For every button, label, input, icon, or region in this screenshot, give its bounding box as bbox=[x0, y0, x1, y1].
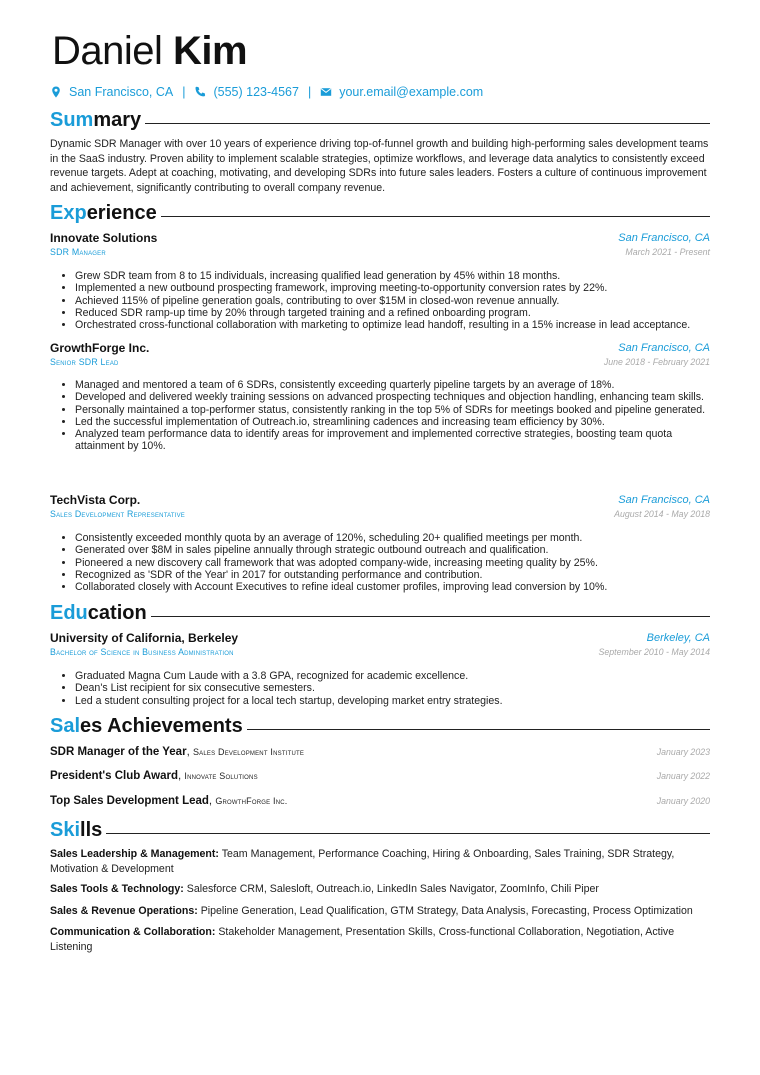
education-dates: September 2010 - May 2014 bbox=[598, 647, 710, 657]
achievement-title: SDR Manager of the Year bbox=[50, 746, 187, 758]
company-name: GrowthForge Inc. bbox=[50, 341, 150, 355]
job-entry-header bbox=[50, 493, 710, 521]
list-item: • Developed and delivered weekly training sessions on advanced prospecting techniques and objection handling, enhancing team skills. bbox=[75, 391, 721, 403]
last-name: Kim bbox=[173, 29, 248, 73]
section-rule bbox=[151, 616, 710, 617]
list-item: • Personally maintained a top-performer status, consistently ranking in the top 5% of SDRs for meetings booked and pipeline generated. bbox=[75, 404, 721, 416]
list-item: • Achieved 115% of pipeline generation goals, contributing to over $15M in closed-won revenue annually. bbox=[75, 295, 721, 307]
achievement-title: Top Sales Development Lead bbox=[50, 795, 209, 807]
location-text: San Francisco, CA bbox=[69, 85, 174, 99]
skill-label: Sales & Revenue Operations: bbox=[50, 905, 198, 917]
achievement-date: January 2023 bbox=[656, 747, 710, 757]
list-item: • Reduced SDR ramp-up time by 20% through targeted training and a refined onboarding program. bbox=[75, 307, 721, 319]
list-item: • Orchestrated cross-functional collaboration with marketing to optimize lead handoff, resulting in a 15% increase in lead acceptance. bbox=[75, 319, 721, 331]
list-item: • Led a student consulting project for a local tech startup, developing market entry strategies. bbox=[75, 695, 721, 707]
experience-heading bbox=[50, 201, 710, 225]
school-location: Berkeley, CA bbox=[646, 632, 710, 644]
skill-group bbox=[50, 904, 710, 919]
list-item: • Recognized as 'SDR of the Year' in 2017 for outstanding performance and contribution. bbox=[75, 569, 721, 581]
experience-title: Experience bbox=[50, 202, 157, 224]
skill-group bbox=[50, 925, 710, 954]
skill-values: Pipeline Generation, Lead Qualification, GTM Strategy, Data Analysis, Forecasting, Process Optimization bbox=[197, 905, 693, 917]
email-link: your.email@example.com bbox=[339, 85, 484, 99]
skill-label: Sales Tools & Technology: bbox=[50, 883, 184, 895]
job-role: SDR Manager bbox=[50, 247, 106, 257]
candidate-name bbox=[52, 28, 247, 74]
skill-values: Team Management, Performance Coaching, Hiring & Onboarding, Sales Training, SDR Strategy, Motivation & Development bbox=[50, 848, 675, 875]
contact-separator: | bbox=[182, 85, 186, 99]
list-item: • Managed and mentored a team of 6 SDRs, consistently exceeding quarterly pipeline targets by an average of 18%. bbox=[75, 379, 721, 391]
list-item: • Led the successful implementation of Outreach.io, streamlining cadences and increasing team efficiency by 30%. bbox=[75, 416, 721, 428]
list-item: • Pioneered a new discovery call framework that was adopted company-wide, increasing meeting quality by 25%. bbox=[75, 557, 721, 569]
first-name: Daniel bbox=[52, 29, 163, 73]
skills-title: Skills bbox=[50, 819, 103, 841]
job-entry-header bbox=[50, 231, 710, 259]
section-rule bbox=[145, 123, 710, 124]
contact-line bbox=[50, 85, 483, 99]
job-dates: March 2021 - Present bbox=[625, 247, 710, 257]
job-bullets bbox=[64, 270, 721, 331]
education-bullets bbox=[64, 670, 721, 707]
education-title: Education bbox=[50, 602, 147, 624]
skill-group bbox=[50, 882, 710, 897]
company-name: Innovate Solutions bbox=[50, 231, 158, 245]
list-item: • Collaborated closely with Account Executives to refine ideal customer profiles, improving lead conversion by 10%. bbox=[75, 581, 721, 593]
achievement-date: January 2022 bbox=[656, 771, 710, 781]
achievement-org: Innovate Solutions bbox=[184, 771, 258, 781]
education-heading bbox=[50, 601, 710, 625]
job-dates: June 2018 - February 2021 bbox=[603, 357, 710, 367]
achievement-item: SDR Manager of the Year, Sales Development Institute January 2023 bbox=[50, 746, 710, 758]
job-location: San Francisco, CA bbox=[618, 232, 710, 244]
list-item: • Implemented a new outbound prospecting framework, improving meeting-to-opportunity conversion rates by 22%. bbox=[75, 282, 721, 294]
summary-title: Summary bbox=[50, 109, 142, 131]
job-bullets bbox=[64, 532, 721, 593]
achievement-item: Top Sales Development Lead, GrowthForge Inc. January 2020 bbox=[50, 795, 710, 807]
education-entry-header bbox=[50, 631, 710, 659]
skill-values: Stakeholder Management, Presentation Skills, Cross-functional Collaboration, Negotiation, Active Listening bbox=[50, 926, 675, 953]
list-item: • Generated over $8M in sales pipeline annually through strategic outbound outreach and qualification. bbox=[75, 544, 721, 556]
skill-group bbox=[50, 847, 710, 876]
achievement-org: GrowthForge Inc. bbox=[215, 796, 288, 806]
company-name: TechVista Corp. bbox=[50, 493, 141, 507]
skill-label: Sales Leadership & Management: bbox=[50, 848, 219, 860]
achievement-org: Sales Development Institute bbox=[192, 747, 305, 757]
summary-heading bbox=[50, 108, 710, 132]
job-location: San Francisco, CA bbox=[618, 342, 710, 354]
skills-heading bbox=[50, 818, 710, 842]
phone-icon bbox=[194, 86, 206, 98]
list-item: • Grew SDR team from 8 to 15 individuals, increasing qualified lead generation by 45% within 18 months. bbox=[75, 270, 721, 282]
list-item: • Dean's List recipient for six consecutive semesters. bbox=[75, 682, 721, 694]
contact-separator: | bbox=[307, 85, 312, 99]
contact-phone[interactable] bbox=[194, 85, 298, 99]
list-item: • Analyzed team performance data to identify areas for improvement and implemented corrective strategies, boosting team quota attainment by 10%. bbox=[75, 428, 721, 453]
job-role: Senior SDR Lead bbox=[50, 357, 119, 367]
contact-email[interactable] bbox=[320, 85, 483, 99]
section-rule bbox=[161, 216, 710, 217]
section-rule bbox=[247, 729, 710, 730]
phone-text: (555) 123-4567 bbox=[213, 85, 299, 99]
job-dates: August 2014 - May 2018 bbox=[614, 509, 710, 519]
envelope-icon bbox=[320, 86, 332, 98]
achievements-heading bbox=[50, 714, 710, 738]
job-entry-header bbox=[50, 341, 710, 369]
degree: Bachelor of Science in Business Administration bbox=[50, 647, 234, 657]
skill-label: Communication & Collaboration: bbox=[50, 926, 216, 938]
list-item: • Graduated Magna Cum Laude with a 3.8 GPA, recognized for academic excellence. bbox=[75, 670, 721, 682]
achievement-title: President's Club Award bbox=[50, 770, 178, 782]
job-location: San Francisco, CA bbox=[618, 494, 710, 506]
map-pin-icon bbox=[50, 86, 62, 98]
list-item: • Consistently exceeded monthly quota by an average of 120%, scheduling 20+ qualified meetings per month. bbox=[75, 532, 721, 544]
achievement-date: January 2020 bbox=[656, 796, 710, 806]
school-name: University of California, Berkeley bbox=[50, 631, 239, 645]
contact-location bbox=[50, 85, 173, 99]
summary-text: Dynamic SDR Manager with over 10 years of experience driving top-of-funnel growth and building high-performing sales development teams in the SaaS industry. Proven ability to implement scalable strategies, optimize workflows, and leverage data analytics to consistently exceed revenue targets. Adept at coaching, motivating, and developing SDRs into future sales leaders. Fosters a culture of continuous improvement and achievement, significantly contributing to overall company revenue. bbox=[50, 138, 709, 194]
achievement-item: President's Club Award, Innovate Solutions January 2022 bbox=[50, 770, 710, 782]
section-rule bbox=[106, 833, 710, 834]
achievements-title: Sales Achievements bbox=[50, 715, 243, 737]
skill-values: Salesforce CRM, Salesloft, Outreach.io, LinkedIn Sales Navigator, ZoomInfo, Chili Piper bbox=[183, 883, 599, 895]
job-role: Sales Development Representative bbox=[50, 509, 186, 519]
job-bullets bbox=[64, 379, 721, 453]
